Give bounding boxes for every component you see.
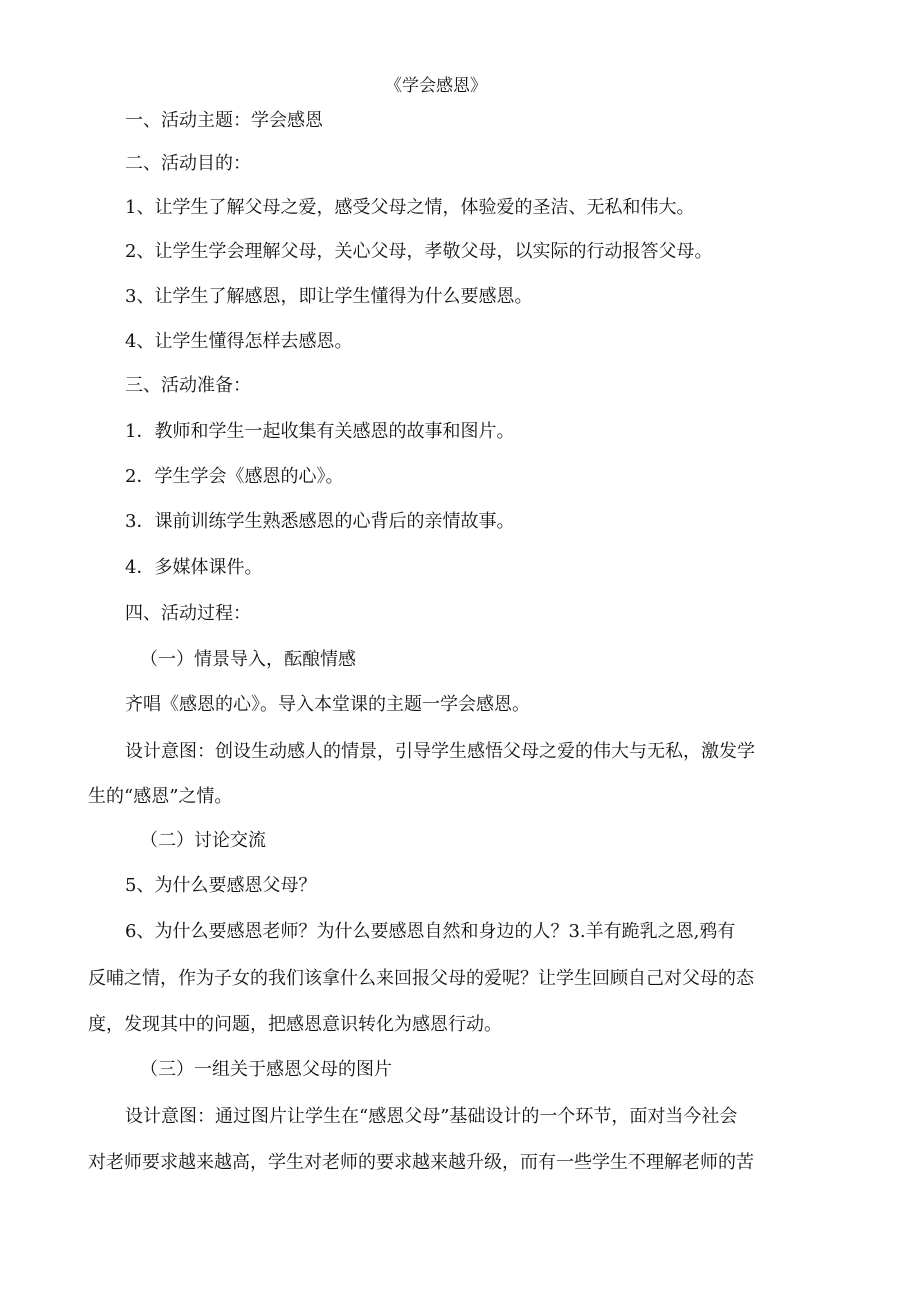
goal-item-3: 3、让学生了解感恩，即让学生懂得为什么要感恩。 [125, 286, 533, 307]
question-6-line-2: 反哺之情，作为子女的我们该拿什么来回报父母的爱呢？让学生回顾自己对父母的态 [88, 968, 754, 989]
prep-item-4: 4．多媒体课件。 [125, 557, 263, 578]
subsection-1: （一）情景导入，酝酿情感 [140, 649, 356, 670]
design-intent-3-line-2: 对老师要求越来越高，学生对老师的要求越来越升级，而有一些学生不理解老师的苦 [88, 1152, 754, 1173]
section-heading-theme: 一、活动主题：学会感恩 [125, 110, 323, 131]
question-6-line-1: 6、为什么要感恩老师？为什么要感恩自然和身边的人？3.羊有跪乳之恩,鸦有 [125, 921, 736, 942]
prep-item-3: 3．课前训练学生熟悉感恩的心背后的亲情故事。 [125, 511, 515, 532]
question-6-line-3: 度，发现其中的问题，把感恩意识转化为感恩行动。 [88, 1014, 502, 1035]
goal-item-4: 4、让学生懂得怎样去感恩。 [125, 331, 353, 352]
prep-item-2: 2．学生学会《感恩的心》。 [125, 466, 344, 487]
goal-item-2: 2、让学生学会理解父母，关心父母，孝敬父母，以实际的行动报答父母。 [125, 241, 713, 262]
paragraph-sing: 齐唱《感恩的心》。导入本堂课的主题一学会感恩。 [125, 694, 530, 715]
goal-item-1: 1、让学生了解父母之爱，感受父母之情，体验爱的圣洁、无私和伟大。 [125, 197, 695, 218]
section-heading-preparation: 三、活动准备： [125, 375, 251, 396]
subsection-2: （二）讨论交流 [140, 830, 266, 851]
design-intent-1-line-2: 生的“感恩”之情。 [88, 786, 233, 807]
section-heading-process: 四、活动过程： [125, 603, 251, 624]
prep-item-1: 1．教师和学生一起收集有关感恩的故事和图片。 [125, 421, 515, 442]
subsection-3: （三）一组关于感恩父母的图片 [140, 1059, 392, 1080]
design-intent-1-line-1: 设计意图：创设生动感人的情景，引导学生感悟父母之爱的伟大与无私，激发学 [125, 741, 755, 762]
question-5: 5、为什么要感恩父母？ [125, 875, 317, 896]
design-intent-3-line-1: 设计意图：通过图片让学生在“感恩父母”基础设计的一个环节，面对当今社会 [125, 1106, 738, 1127]
document-title: 《学会感恩》 [385, 76, 487, 96]
section-heading-goals: 二、活动目的： [125, 153, 251, 174]
